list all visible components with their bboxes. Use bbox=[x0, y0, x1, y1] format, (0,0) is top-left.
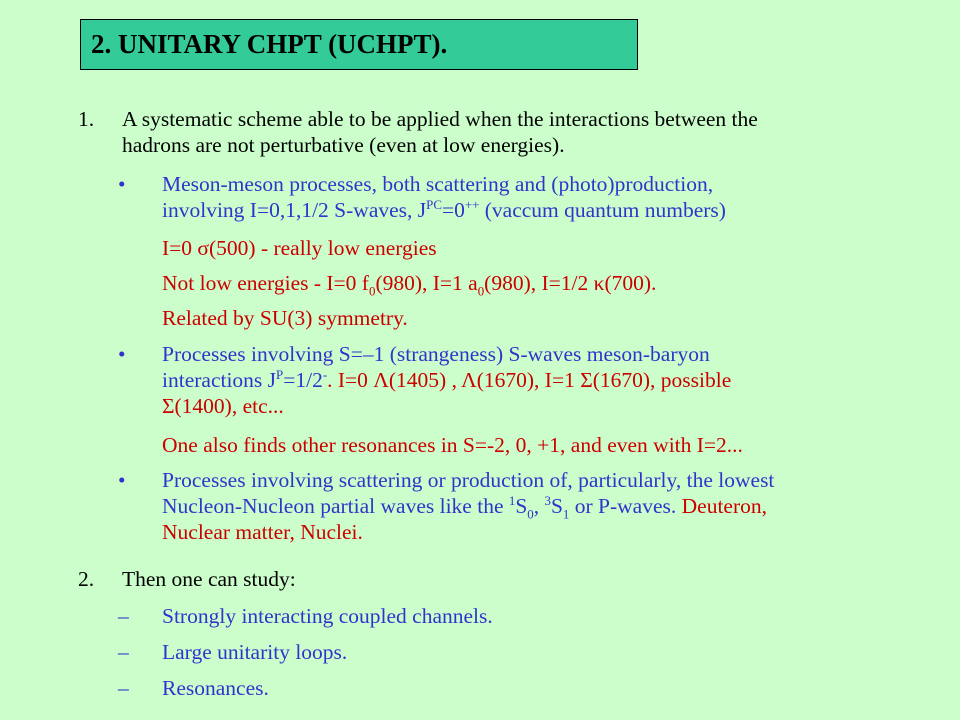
bullet-1-sub-3: Related by SU(3) symmetry. bbox=[162, 306, 408, 330]
bullet-2-sub-1: One also finds other resonances in S=-2, 0, +1, and even with I=2... bbox=[162, 433, 743, 457]
bullet-3-line-1: Processes involving scattering or production of, particularly, the lowest bbox=[162, 468, 775, 492]
bullet-3-line-3: Nuclear matter, Nuclei. bbox=[162, 520, 363, 544]
item-1-number: 1. bbox=[78, 107, 95, 131]
slide-title: 2. UNITARY CHPT (UCHPT). bbox=[80, 19, 638, 70]
bullet-3-line-2: Nucleon-Nucleon partial waves like the $^1S_0$, $^3S_1$ or P-waves. Deuteron, bbox=[162, 493, 767, 522]
bullet-1-sub-2: Not low energies - I=0 $f_0(980)$, I=1 $a_0(980)$, I=1/2 κ(700). bbox=[162, 271, 657, 299]
bullet-marker: • bbox=[118, 468, 126, 492]
bullet-2-line-3: Σ(1400), etc... bbox=[162, 394, 284, 418]
bullet-2-line-1: Processes involving S=–1 (strangeness) S-waves meson-baryon bbox=[162, 342, 710, 366]
bullet-2-line-2: interactions $J^P=1/2^-$. I=0 Λ(1405) , Λ(1670), I=1 Σ(1670), possible bbox=[162, 367, 732, 392]
item-1-line-1: A systematic scheme able to be applied when the interactions between the bbox=[122, 107, 758, 131]
dash-marker: – bbox=[118, 676, 129, 700]
bullet-1-sub-1: I=0 σ(500) - really low energies bbox=[162, 236, 437, 260]
bullet-marker: • bbox=[118, 342, 126, 366]
item-1-line-2: hadrons are not perturbative (even at low energies). bbox=[122, 133, 565, 157]
item-2-number: 2. bbox=[78, 567, 95, 591]
dash-item-text: Large unitarity loops. bbox=[162, 640, 348, 664]
bullet-1-line-2: involving I=0,1,1/2 S-waves, $J^{PC}=0^{++}$ (vaccum quantum numbers) bbox=[162, 197, 726, 222]
dash-marker: – bbox=[118, 640, 129, 664]
bullet-1-line-1: Meson-meson processes, both scattering and (photo)production, bbox=[162, 172, 714, 196]
dash-item-text: Resonances. bbox=[162, 676, 269, 700]
bullet-marker: • bbox=[118, 172, 126, 196]
item-2-text: Then one can study: bbox=[122, 567, 296, 591]
dash-marker: – bbox=[118, 604, 129, 628]
dash-item-text: Strongly interacting coupled channels. bbox=[162, 604, 493, 628]
